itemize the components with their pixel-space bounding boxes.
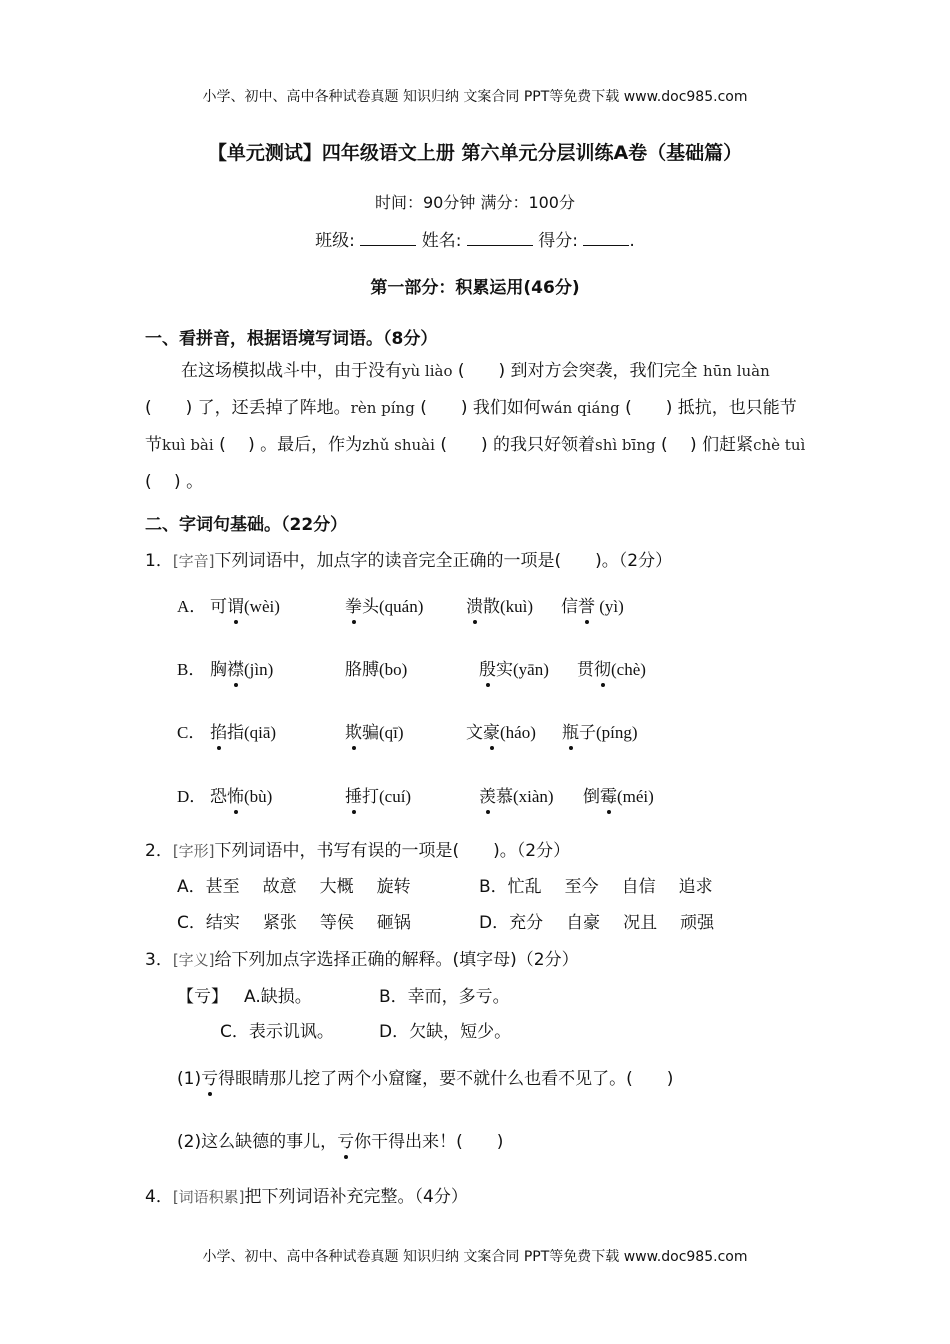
q2-option-d[interactable]: D．充分 自豪 况且 顽强 — [479, 913, 715, 933]
section2-heading: 二、字词句基础。（22分） — [145, 515, 348, 535]
score-blank[interactable] — [583, 229, 629, 246]
page-header: 小学、初中、高中各种试卷真题 知识归纳 文案合同 PPT等免费下载 www.doc985.com — [202, 89, 748, 105]
section1-paragraph: 在这场模拟战斗中，由于没有yù liào ( ) 到对方会突袭，我们完全 hūn luàn ( ) 了，还丢掉了阵地。rèn píng ( ) 我们如何wán qiáng ( ) 抵抗，也只能节节kuì bài ( ) 。最后，作为zhǔ shuài ( ) 的我只好领着shì bīng ( ) 们赶紧chè tuì ( ) 。 — [145, 361, 806, 492]
q1-option-a-label[interactable]: A． — [177, 597, 207, 616]
q3-sentence-2: (2)这么缺德的事儿，亏你干得出来！( ) — [177, 1127, 503, 1152]
q1-option-b-word2: 胳膊(bo) — [345, 660, 408, 679]
q1-option-d-word1: 恐怖(bù) — [210, 782, 272, 807]
q1-option-a-word2: 拳头(quán) — [345, 592, 423, 617]
question-2: 2．[字形]下列词语中，书写有误的一项是( )。（2分） — [145, 841, 571, 861]
class-blank[interactable] — [360, 229, 416, 246]
pinyin-4: wán qiáng — [540, 399, 620, 417]
pinyin-2: hūn luàn — [702, 362, 770, 380]
q1-option-d-label[interactable]: D． — [177, 787, 207, 806]
q1-option-a-word3: 溃散(kuì) — [466, 592, 533, 617]
page-footer: 小学、初中、高中各种试卷真题 知识归纳 文案合同 PPT等免费下载 www.doc985.com — [202, 1249, 748, 1265]
pinyin-6: zhǔ shuài — [362, 436, 435, 454]
q1-option-c-word4: 瓶子(píng) — [562, 718, 638, 743]
q1-option-d-word3: 羡慕(xiàn) — [479, 782, 554, 807]
name-blank[interactable] — [467, 229, 533, 246]
q2-option-b[interactable]: B．忙乱 至今 自信 追求 — [479, 877, 713, 897]
q3-option-b: B．幸而，多亏。 — [379, 987, 510, 1007]
q1-option-b-label[interactable]: B． — [177, 660, 206, 679]
section1-heading: 一、看拼音，根据语境写词语。（8分） — [145, 329, 438, 349]
q3-option-d: D．欠缺，短少。 — [379, 1022, 512, 1042]
q1-option-a-word1: 可谓(wèi) — [210, 592, 280, 617]
pinyin-8: chè tuì — [753, 436, 806, 454]
q1-option-b-word4: 贯彻(chè) — [577, 655, 646, 680]
student-info-line: 班级: 姓名: 得分: . — [315, 231, 635, 251]
pinyin-5: kuì bài — [162, 436, 214, 454]
q1-option-c-word3: 文豪(háo) — [466, 718, 536, 743]
q1-option-d-word4: 倒霉(méi) — [583, 782, 654, 807]
time-score-line: 时间：90分钟 满分：100分 — [375, 193, 575, 212]
q1-option-c-word2: 欺骗(qī) — [345, 718, 404, 743]
q1-option-c-word1: 掐指(qiā) — [210, 718, 276, 743]
class-label: 班级: — [315, 231, 355, 251]
part-heading: 第一部分：积累运用(46分) — [370, 278, 580, 298]
score-label: 得分: — [538, 231, 578, 251]
q1-option-a-word4: 信誉 (yì) — [561, 592, 624, 617]
name-label: 姓名: — [421, 231, 462, 251]
q1-option-d-word2: 捶打(cuí) — [345, 782, 411, 807]
q3-sentence-1: (1)亏得眼睛那儿挖了两个小窟窿，要不就什么也看不见了。( ) — [177, 1064, 673, 1089]
q1-option-c-label[interactable]: C． — [177, 723, 206, 742]
q2-option-a[interactable]: A．甚至 故意 大概 旋转 — [177, 877, 411, 897]
q3-char-bracket: 【亏】 — [177, 987, 228, 1007]
pinyin-7: shì bīng — [595, 436, 656, 454]
page-title: 【单元测试】四年级语文上册 第六单元分层训练A卷（基础篇） — [207, 142, 743, 164]
q2-option-c[interactable]: C．结实 紧张 等侯 砸锅 — [177, 913, 411, 933]
q1-option-b-word3: 殷实(yān) — [479, 655, 549, 680]
q3-option-a: A.缺损。 — [244, 987, 312, 1007]
question-1: 1．[字音]下列词语中，加点字的读音完全正确的一项是( )。（2分） — [145, 551, 673, 571]
q3-option-c: C．表示讥讽。 — [220, 1022, 334, 1042]
pinyin-3: rèn píng — [350, 399, 415, 417]
question-3: 3．[字义]给下列加点字选择正确的解释。(填字母)（2分） — [145, 950, 579, 970]
q1-option-b-word1: 胸襟(jìn) — [210, 655, 273, 680]
pinyin-1: yù liào — [402, 362, 453, 380]
question-4: 4．[词语积累]把下列词语补充完整。（4分） — [145, 1187, 468, 1207]
